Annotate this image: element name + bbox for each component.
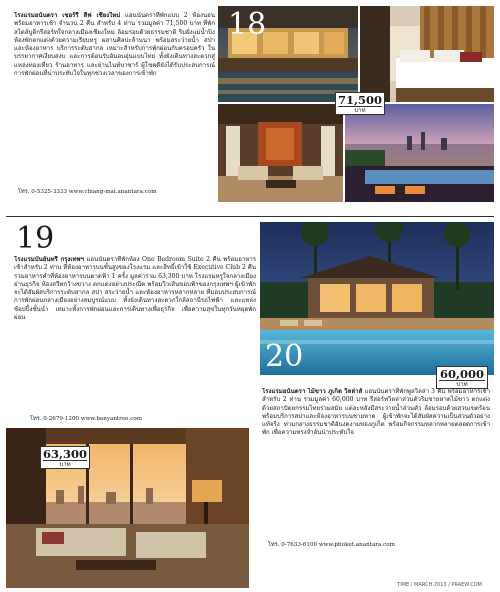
hotel20-description — [262, 388, 490, 538]
hotel19-name: โรงแรมบันยันทรี กรุงเทพฯ — [14, 256, 84, 263]
hotel19-price-unit: บาท — [43, 460, 87, 468]
section-divider-top — [6, 216, 494, 217]
hotel20-name: โรงแรมอนันตรา ไม้ขาว ภูเก็ต วิลล่าส์ — [262, 388, 363, 395]
hotel18-description — [14, 12, 215, 190]
hotel18-lounge-photo — [218, 104, 343, 202]
hotel20-body: แอนนันตราที่พักพูลวิลล่า 3 คืน พร้อมอาหารเช้าสำหรับ 2 ท่าน รวมมูลค่า 60,000 บาท รีสอร์ทวิลล่าส่วนตัวริมชายหาดไม้ขาว ตกแต่งด้วยสถาปัตยกรรมไทยร่วมสมัย แต่ละหลังมีสระว่ายน้ำส่วนตัว ล้อมรอบด้วยสวนเขตร้อน พร้อมบริการสปาและห้องอาหารบนชายหาด ผู้เข้าพักจะได้สัมผัสความเป็นส่วนตัวอย่างแท้จริง ท่ามกลางธรรมชาติอันงดงามของภูเก็ต พร้อมกิจกรรมหลากหลายตลอดการเข้าพัก เพื่อความทรงจำอันน่าประทับใจ — [262, 388, 490, 437]
hotel18-name: โรงแรมอนันตรา เชอร์รี่ ลีฟ เชียงใหม่ — [14, 12, 121, 19]
page-footer: TIME / MARCH 2013 / PRAEW.COM — [397, 582, 482, 588]
hotel20-price: 60,000 — [439, 367, 484, 381]
hotel18-body: แอนนันตราที่พักแบบ 2 ห้องนอน พร้อมอาหารเช้า จำนวน 2 คืน สำหรับ 4 ท่าน รวมมูลค่า 71,500 บาท ที่พักสไตล์บูติกรีสอร์ทใจกลางเมืองเชียงใหม่ ล้อมรอบด้วยธรรมชาติ ริมฝั่งแม่น้ำปิง ห้องพักตกแต่งด้วยความเรียบหรู ผสานศิลปะล้านนา พร้อมสระว่ายน้ำ สปา และห้องอาหาร บริการระดับสากล เหมาะสำหรับการพักผ่อนกับครอบครัว ในบรรยากาศเงียบสงบ และการต้อนรับอันอบอุ่นแบบไทย ทั้งยังเดินทางสะดวกสู่แหล่งท่องเที่ยว ร้านอาหาร และย่านไนท์บาซาร์ ผู้โชคดียังได้รับประสบการณ์การพักผ่อนที่น่าประทับใจในทุกช่วงเวลาของการเข้าพัก — [14, 12, 215, 78]
hotel18-price: 71,500 — [338, 93, 383, 107]
hotel18-contact: โทร. 0-5325-3333 www.chiang-mai.anantara.com — [18, 189, 157, 195]
hotel20-price-tag — [436, 366, 488, 389]
hotel19-contact: โทร. 0-2679-1200 www.banyantree.com — [30, 416, 143, 422]
hotel19-description — [14, 256, 256, 412]
hotel19-price: 63,300 — [43, 447, 88, 461]
hotel18-bedroom-photo — [360, 6, 494, 102]
hotel20-number: 20 — [265, 339, 304, 374]
hotel18-price-tag — [335, 92, 385, 115]
hotel18-number: 18 — [228, 7, 267, 42]
hotel18-price-unit: บาท — [338, 106, 382, 114]
hotel19-body: แอนนันตราที่พักห้อง One Bedroom Suite 2 คืน พร้อมอาหารเช้าสำหรับ 2 ท่าน ที่ห้องอาหารบนชั้นสูงของโรงแรม และสิทธิ์เข้าใช้ Executive Club 2 คืน รวมอาหารค่ำที่ห้องอาหารบนดาดฟ้า 1 ครั้ง มูลค่ารวม 63,300 บาท โรงแรมหรูใจกลางเมืองย่านธุรกิจ ห้องสวีทกว้างขวาง ตกแต่งอย่างประณีต พร้อมวิวเส้นขอบฟ้าของกรุงเทพฯ ผู้เข้าพักจะได้สัมผัสบริการระดับสากล สปา สระว่ายน้ำ และห้องอาหารหลากหลาย ที่มอบประสบการณ์การพักผ่อนกลางเมืองอย่างสมบูรณ์แบบ ทั้งยังเดินทางสะดวกใกล้สถานีรถไฟฟ้า และแหล่งช้อปปิ้งชั้นนำ เหมาะทั้งการพักผ่อนและการเดินทางเพื่อธุรกิจ เพื่อความสุขในทุกวันหยุดพักผ่อน — [14, 256, 256, 322]
hotel19-number: 19 — [16, 221, 55, 256]
hotel20-price-unit: บาท — [439, 380, 485, 388]
hotel19-price-tag — [40, 446, 90, 469]
hotel18-pool-photo — [345, 104, 494, 202]
hotel20-contact: โทร. 0-7633-6100 www.phuket.anantara.com — [268, 542, 395, 548]
